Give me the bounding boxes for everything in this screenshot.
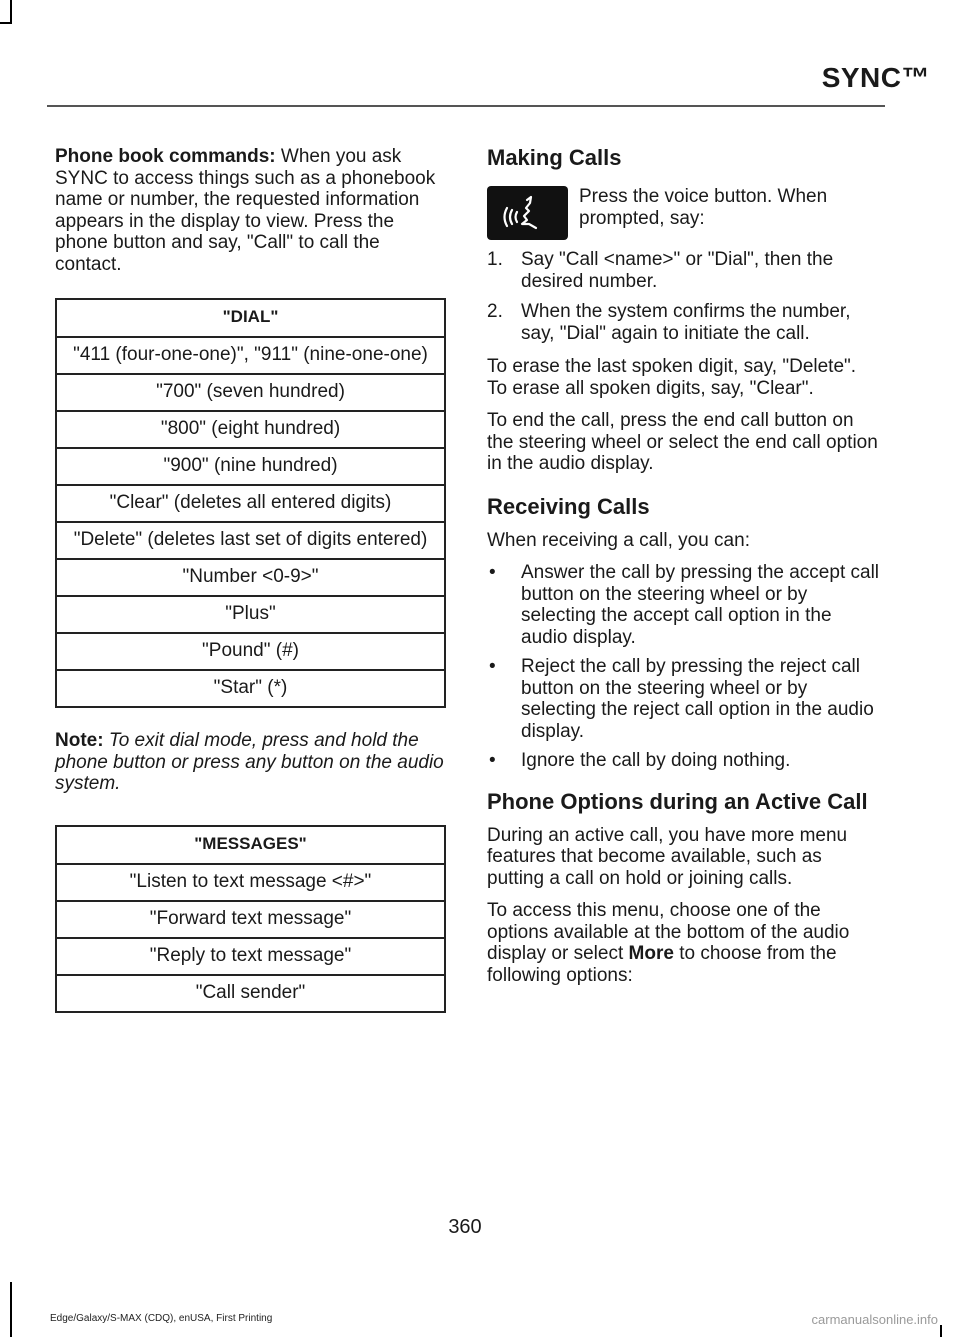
voice-instruction: Press the voice button. When prompted, say: <box>579 186 828 229</box>
list-item <box>487 656 880 742</box>
messages-table-header: "MESSAGES" <box>56 826 445 864</box>
dial-commands-table <box>55 298 446 708</box>
bullet-text: Answer the call by pressing the accept call button on the steering wheel or by selecting the accept call option in the audio display. <box>521 562 880 648</box>
table-row: "Number <0-9>" <box>56 559 445 596</box>
bullet: • <box>489 656 496 677</box>
receiving-calls-heading: Receiving Calls <box>487 493 650 519</box>
menu-text-after: to choose from the following options: <box>487 943 837 986</box>
list-item <box>487 249 880 292</box>
watermark: carmanualsonline.info <box>811 1312 938 1327</box>
crop-mark-bottom-left-vertical <box>10 1282 12 1337</box>
crop-mark-top-left-horizontal <box>0 22 12 24</box>
making-calls-intro <box>487 146 880 241</box>
making-calls-heading: Making Calls <box>487 145 622 170</box>
list-item <box>487 301 880 344</box>
list-item <box>487 750 880 772</box>
bullet: • <box>489 750 496 771</box>
table-row: "Plus" <box>56 596 445 633</box>
step-text: Say "Call <name>" or "Dial", then the desired number. <box>521 249 834 292</box>
header-divider <box>47 105 885 107</box>
table-row: "Pound" (#) <box>56 633 445 670</box>
making-calls-steps <box>487 249 880 344</box>
phonebook-text: When you ask SYNC to access things such as a phonebook name or number, the requested information appears in the display to view. Press the phone button and say, "Call" to call the contact. <box>55 146 436 275</box>
active-call-paragraph: During an active call, you have more menu features that become available, such as putting a call on hold or joining calls. <box>487 824 848 889</box>
phonebook-paragraph <box>55 146 447 275</box>
end-call-paragraph: To end the call, press the end call button on the steering wheel or select the end call option in the audio display. <box>487 410 878 474</box>
step-text: When the system confirms the number, say, "Dial" again to initiate the call. <box>521 301 851 344</box>
table-row: "411 (four-one-one)", "911" (nine-one-one) <box>56 337 445 374</box>
bullet: • <box>489 562 496 583</box>
left-column <box>55 146 447 1035</box>
table-row: "Clear" (deletes all entered digits) <box>56 485 445 522</box>
crop-mark-bottom-right-vertical <box>940 1325 942 1337</box>
receiving-options-list <box>487 562 880 772</box>
bullet-text: Ignore the call by doing nothing. <box>521 750 791 771</box>
table-row: "700" (seven hundred) <box>56 374 445 411</box>
table-row: "Delete" (deletes last set of digits entered) <box>56 522 445 559</box>
table-row: "Call sender" <box>56 975 445 1012</box>
dial-table-header: "DIAL" <box>56 299 445 337</box>
step-number: 1. <box>487 249 503 270</box>
step-number: 2. <box>487 301 503 322</box>
erase-paragraph: To erase the last spoken digit, say, "Delete". To erase all spoken digits, say, "Clear". <box>487 356 857 399</box>
more-keyword: More <box>628 943 674 964</box>
messages-commands-table <box>55 825 446 1013</box>
receiving-intro: When receiving a call, you can: <box>487 529 750 551</box>
voice-button-icon <box>487 186 568 240</box>
crop-mark-top-left-vertical <box>10 0 12 24</box>
list-item <box>487 562 880 648</box>
active-call-menu-paragraph <box>487 900 880 986</box>
active-call-heading: Phone Options during an Active Call <box>487 788 868 814</box>
footer-edition: Edge/Galaxy/S-MAX (CDQ), enUSA, First Printing <box>50 1313 273 1324</box>
menu-text-before: To access this menu, choose one of the options available at the bottom of the audio display or select <box>487 900 850 964</box>
table-row: "900" (nine hundred) <box>56 448 445 485</box>
note-text: To exit dial mode, press and hold the phone button or press any button on the audio system. <box>55 730 444 794</box>
phonebook-label: Phone book commands: <box>55 146 276 167</box>
table-row: "Listen to text message <#>" <box>56 864 445 901</box>
table-row: "Forward text message" <box>56 901 445 938</box>
note-label: Note: <box>55 730 104 751</box>
bullet-text: Reject the call by pressing the reject call button on the steering wheel or by selecting the reject call option in the audio display. <box>521 656 874 742</box>
note-paragraph <box>55 730 447 795</box>
table-row: "800" (eight hundred) <box>56 411 445 448</box>
table-row: "Reply to text message" <box>56 938 445 975</box>
page-number: 360 <box>448 1216 482 1238</box>
section-title: SYNC™ <box>821 62 930 93</box>
table-row: "Star" (*) <box>56 670 445 707</box>
right-column <box>487 146 880 997</box>
